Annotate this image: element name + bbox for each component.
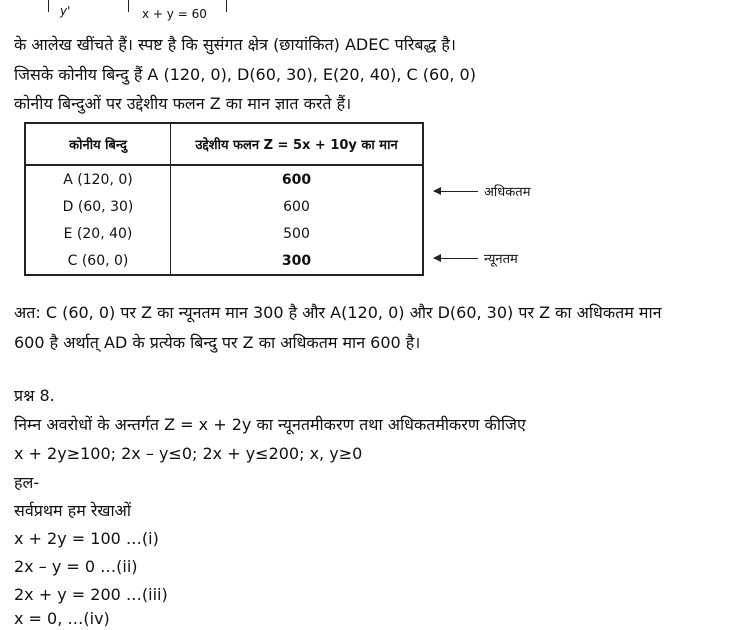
- left-arrow-icon: [434, 191, 478, 192]
- table-cell-point: A (120, 0): [25, 165, 171, 193]
- table-header-row: [25, 123, 423, 165]
- paragraph-line: जिसके कोनीय बिन्दु हैं A (120, 0), D(60, 30), E(20, 40), C (60, 0): [14, 65, 476, 84]
- min-annotation-label: न्यूनतम: [484, 252, 518, 267]
- graph-fragment: [0, 0, 729, 28]
- graph-line-tick: [226, 0, 227, 12]
- question-constraints: x + 2y≥100; 2x – y≤0; 2x + y≤200; x, y≥0: [14, 444, 363, 463]
- conclusion-line: अत: C (60, 0) पर Z का न्यूनतम मान 300 है और A(120, 0) और D(60, 30) पर Z का अधिकतम मान: [14, 303, 662, 322]
- graph-equation-label: x + y = 60: [142, 7, 207, 21]
- table-row: [25, 247, 423, 275]
- table-cell-point: C (60, 0): [25, 247, 171, 275]
- equation-line: 2x – y = 0 …(ii): [14, 557, 138, 576]
- table-cell-value: 300: [281, 252, 312, 269]
- table-row: [25, 220, 423, 247]
- equation-line: 2x + y = 200 …(iii): [14, 585, 168, 604]
- question-text: निम्न अवरोधों के अन्तर्गत Z = x + 2y का न्यूनतमीकरण तथा अधिकतमीकरण कीजिए: [14, 415, 526, 434]
- graph-y-label: y': [60, 4, 71, 18]
- min-annotation: [434, 249, 518, 267]
- left-arrow-icon: [434, 258, 478, 259]
- equation-line: x = 0, …(iv): [14, 609, 110, 628]
- solution-intro: सर्वप्रथम हम रेखाओं: [14, 501, 131, 520]
- table-cell-point: D (60, 30): [25, 193, 171, 220]
- question-number: प्रश्न 8.: [14, 386, 55, 405]
- graph-axis-tick: [48, 0, 49, 12]
- table-cell-point: E (20, 40): [25, 220, 171, 247]
- table-header-objective-value: उद्देशीय फलन Z = 5x + 10y का मान: [171, 123, 424, 165]
- table-cell-value: 600: [283, 198, 310, 215]
- table-header-corner-point: कोनीय बिन्दु: [25, 123, 171, 165]
- corner-points-table: [24, 122, 424, 276]
- solution-label: हल-: [14, 473, 40, 492]
- table-cell-value: 500: [283, 225, 310, 242]
- paragraph-line: कोनीय बिन्दुओं पर उद्देशीय फलन Z का मान ज्ञात करते हैं।: [14, 94, 352, 113]
- graph-line-tick: [128, 0, 129, 12]
- table-cell-value: 600: [281, 171, 312, 188]
- table-row: [25, 193, 423, 220]
- conclusion-line: 600 है अर्थात् AD के प्रत्येक बिन्दु पर Z का अधिकतम मान 600 है।: [14, 333, 421, 352]
- paragraph-line: के आलेख खींचते हैं। स्पष्ट है कि सुसंगत क्षेत्र (छायांकित) ADEC परिबद्ध है।: [14, 35, 456, 54]
- table-row: [25, 165, 423, 193]
- equation-line: x + 2y = 100 …(i): [14, 529, 159, 548]
- max-annotation-label: अधिकतम: [484, 185, 531, 200]
- max-annotation: [434, 182, 530, 200]
